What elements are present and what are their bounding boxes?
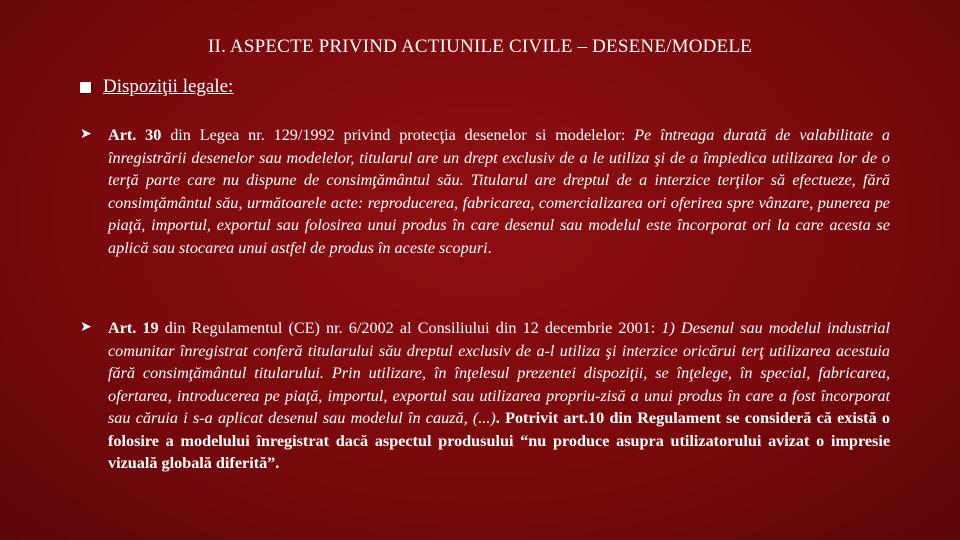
bold-commentary: . Potrivit art.10 din Regulament se consideră că există o folosire a modelului înregistrat dacă aspectul produsului “nu produce asupra utilizatorului avizat o impresie vizuală globală diferită”. xyxy=(108,409,890,472)
bullet-paragraph xyxy=(108,124,890,259)
quoted-law-text: Pe întreaga durată de valabilitate a înregistrării desenelor sau modelelor, titularul are un drept exclusiv de a le utiliza şi de a împiedica utilizarea lor de o terţă parte care nu dispune de consimţământul său. Titularul are dreptul de a interzice terţilor să efectueze, fără consimţământul său, următoarele acte: reproducerea, fabricarea, comercializarea ori oferirea spre vânzare, punerea pe piaţă, importul, exportul sau folosirea unui produs în care desenul sau modelul este încorporat ori la care acesta se aplică sau stocarea unui astfel de produs în aceste scopuri xyxy=(108,126,891,257)
bullet-paragraph xyxy=(108,317,890,475)
arrow-bullet-icon: ➤ xyxy=(80,127,92,142)
arrow-bullet-icon: ➤ xyxy=(80,320,92,335)
bullet-art-19 xyxy=(80,317,890,475)
section-label: Dispoziţii legale: xyxy=(103,76,234,97)
article-reference: Art. 19 xyxy=(108,319,159,337)
bullet-art-30 xyxy=(80,124,890,259)
square-bullet-icon xyxy=(80,82,91,93)
article-reference: Art. 30 xyxy=(108,126,162,144)
section-heading xyxy=(80,76,233,98)
bullet-end: . xyxy=(487,238,492,257)
quoted-law-text: 1) Desenul sau modelul industrial comunitar înregistrat conferă titularului său dreptul exclusiv de a-l utiliza şi interzice oricărui terţ utilizarea acestuia fără consimţământul titularului. Prin utilizare, în înţelesul prezentei dispoziţii, se înţelege, în special, fabricarea, ofertarea, introducerea pe piaţă, importul, exportul sau utilizarea propriu-zisă a unui produs în care a fost încorporat sau căruia i s-a aplicat desenul sau modelul în cauză, (...) xyxy=(108,319,891,427)
bullet-intro: din Regulamentul (CE) nr. 6/2002 al Consiliului din 12 decembrie 2001: xyxy=(158,319,662,337)
bullet-intro: din Legea nr. 129/1992 privind protecţia desenelor si modelelor: xyxy=(161,126,635,144)
slide-title: II. ASPECTE PRIVIND ACTIUNILE CIVILE – DESENE/MODELE xyxy=(208,36,752,57)
